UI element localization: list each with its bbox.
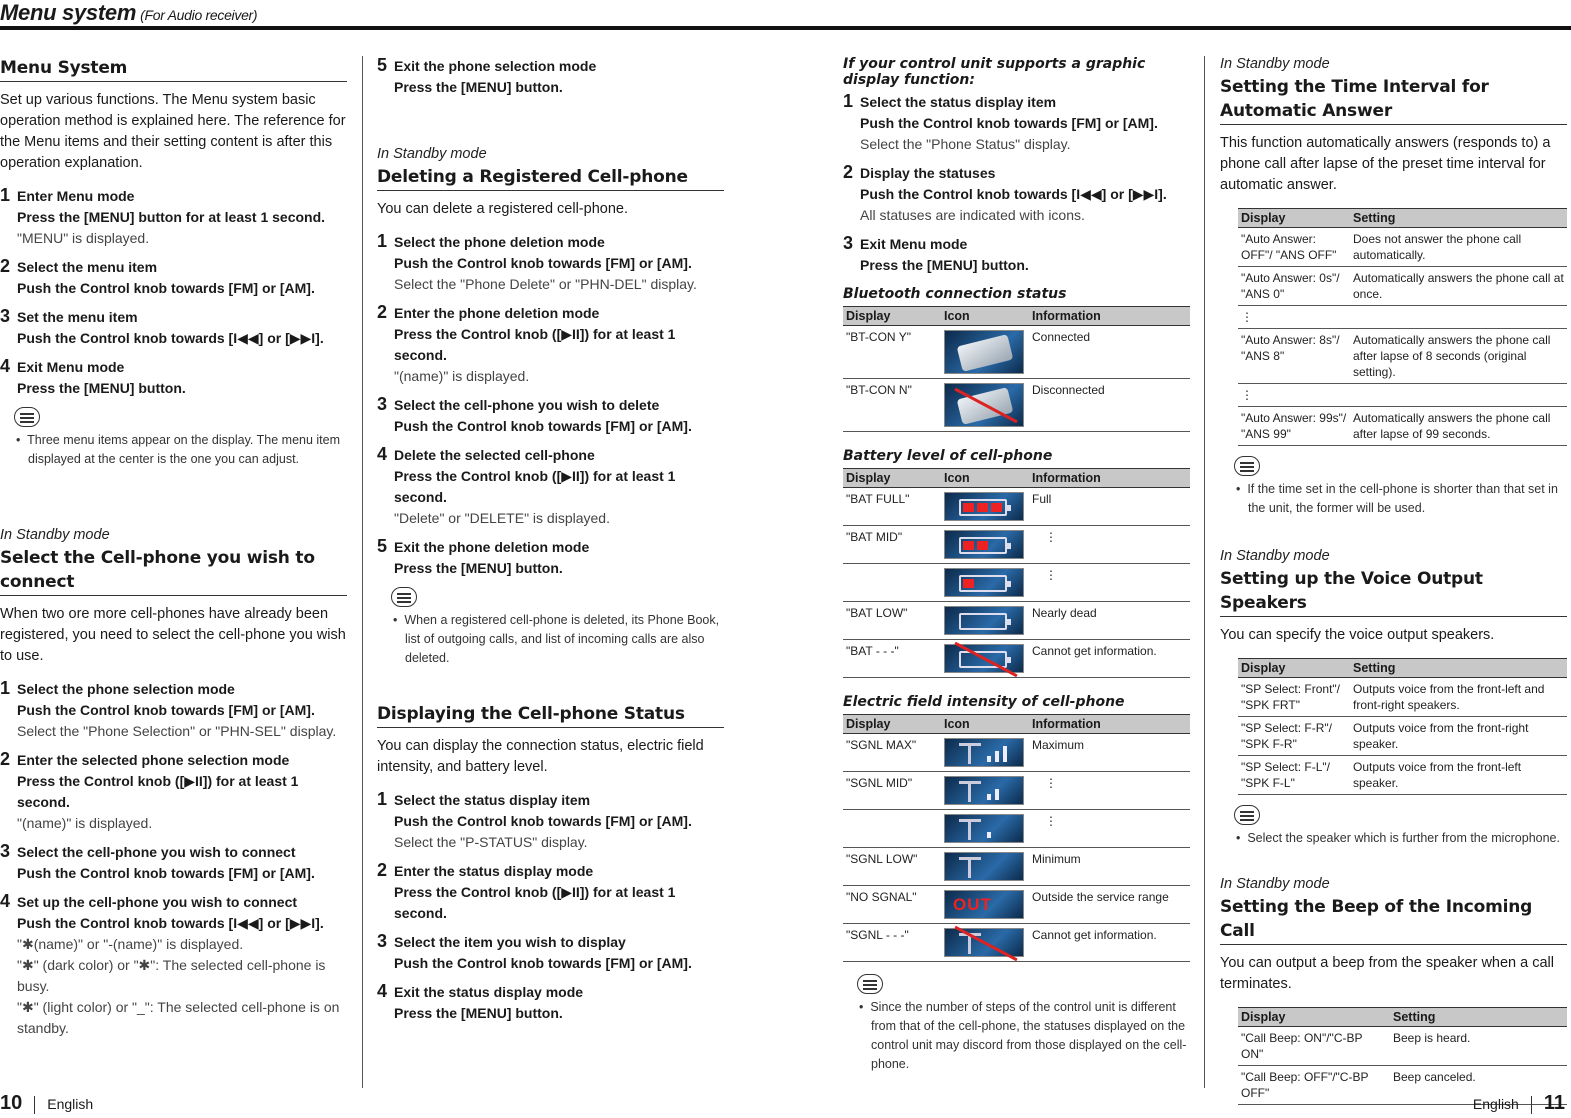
- step-number: 1: [377, 789, 388, 809]
- section-title: Deleting a Registered Cell-phone: [377, 165, 724, 191]
- step-result: Select the "Phone Selection" or "PHN-SEL" display.: [17, 723, 337, 739]
- signal-unknown-icon: [944, 928, 1024, 957]
- step-heading: Delete the selected cell-phone: [394, 447, 595, 463]
- step-number: 5: [377, 55, 388, 75]
- step-number: 1: [843, 91, 854, 111]
- step-action: Push the Control knob towards [FM] or [AM].: [394, 418, 692, 434]
- table-row: [843, 326, 1190, 379]
- cell: [941, 379, 1029, 432]
- column-divider: [362, 56, 363, 1088]
- step: [377, 56, 724, 98]
- step-number: 2: [377, 302, 388, 322]
- step-heading: Select the status display item: [394, 792, 591, 808]
- cell: [941, 848, 1029, 886]
- cell: Outputs voice from the front-left and front-right speakers.: [1350, 678, 1567, 717]
- table-row: [843, 602, 1190, 640]
- section-intro: You can delete a registered cell-phone.: [377, 201, 628, 217]
- note-text: • Three menu items appear on the display. The menu item displayed at the center is the one you can adjust.: [16, 433, 341, 466]
- step-number: 5: [377, 536, 388, 556]
- col-header: Setting: [1350, 659, 1567, 678]
- cell: Cannot get information.: [1029, 924, 1190, 962]
- cell: Disconnected: [1029, 379, 1190, 432]
- step-number: 4: [0, 356, 11, 376]
- cell: Minimum: [1029, 848, 1190, 886]
- cell: [941, 734, 1029, 772]
- step-result: Select the "Phone Delete" or "PHN-DEL" display.: [394, 276, 697, 292]
- cell: ⋮: [1029, 810, 1190, 848]
- note-icon: [857, 974, 883, 994]
- table-row: [843, 772, 1190, 810]
- table-row: [843, 886, 1190, 924]
- col-header: Setting: [1350, 209, 1567, 228]
- cell: Maximum: [1029, 734, 1190, 772]
- note: [1234, 456, 1567, 518]
- note-text: • Since the number of steps of the control unit is different from that of the cell-phone, the statuses displayed on the control unit may discord from those displayed on the cell-phone.: [859, 1000, 1187, 1071]
- table-row: [1238, 228, 1567, 267]
- table-row: [843, 810, 1190, 848]
- note-text: • If the time set in the cell-phone is shorter than that set in the unit, the former will be used.: [1236, 482, 1558, 515]
- section-title: Setting the Beep of the Incoming Call: [1220, 895, 1567, 945]
- table-row: [1238, 407, 1567, 446]
- cell: Automatically answers the phone call at once.: [1350, 267, 1567, 306]
- column-4: [1220, 56, 1567, 1105]
- step: [0, 257, 347, 299]
- voice-speaker-table: [1238, 658, 1567, 795]
- step-result: "Delete" or "DELETE" is displayed.: [394, 510, 610, 526]
- cell: [941, 526, 1029, 564]
- cell: [941, 772, 1029, 810]
- battery-unknown-icon: [944, 644, 1024, 673]
- table-row: [843, 640, 1190, 678]
- table-row: [843, 848, 1190, 886]
- step-number: 4: [377, 444, 388, 464]
- step: [377, 790, 724, 853]
- step-heading: Exit the phone deletion mode: [394, 539, 590, 555]
- cell: [941, 326, 1029, 379]
- step-heading: Exit the phone selection mode: [394, 58, 597, 74]
- step-action: Press the [MENU] button.: [860, 257, 1029, 273]
- cell: Outputs voice from the front-right speaker.: [1350, 717, 1567, 756]
- column-divider: [1204, 56, 1205, 1088]
- col-header: Information: [1029, 715, 1190, 734]
- step-action: Press the [MENU] button for at least 1 second.: [17, 209, 326, 225]
- step-number: 1: [0, 678, 11, 698]
- step: [377, 303, 724, 387]
- footer-left: [0, 1092, 93, 1115]
- step-heading: Enter the phone deletion mode: [394, 305, 600, 321]
- step-heading: Enter Menu mode: [17, 188, 135, 204]
- cell: "Auto Answer: 0s"/ "ANS 0": [1238, 267, 1350, 306]
- section-intro: You can specify the voice output speakers.: [1220, 627, 1495, 643]
- step: [0, 307, 347, 349]
- cell: "Auto Answer: OFF"/ "ANS OFF": [1238, 228, 1350, 267]
- table-row: [843, 564, 1190, 602]
- step-number: 4: [0, 891, 11, 911]
- note-icon: [14, 407, 40, 427]
- section-title: Menu System: [0, 56, 347, 82]
- step-heading: Set the menu item: [17, 309, 138, 325]
- step-number: 2: [0, 256, 11, 276]
- section-intro: When two ore more cell-phones have already been registered, you need to select the cell-phone you wish to use.: [0, 606, 346, 664]
- step: [843, 163, 1190, 226]
- step-number: 3: [0, 841, 11, 861]
- step-heading: Select the cell-phone you wish to delete: [394, 397, 660, 413]
- cell: Connected: [1029, 326, 1190, 379]
- step-heading: Select the menu item: [17, 259, 158, 275]
- cell: "BAT LOW": [843, 602, 941, 640]
- cell: Cannot get information.: [1029, 640, 1190, 678]
- table-row: [843, 526, 1190, 564]
- table-row: [1238, 267, 1567, 306]
- cell: Outputs voice from the front-left speaker.: [1350, 756, 1567, 795]
- cell: "NO SGNAL": [843, 886, 941, 924]
- step: [377, 232, 724, 295]
- step-action: Push the Control knob towards [I◀◀] or [▶▶I].: [860, 186, 1167, 202]
- step-action: Push the Control knob towards [FM] or [AM].: [860, 115, 1158, 131]
- step-result: "(name)" is displayed.: [17, 815, 153, 831]
- cell: ⋮: [1029, 526, 1190, 564]
- step-action: Push the Control knob towards [FM] or [AM].: [17, 865, 315, 881]
- header-title: Menu system (For Audio receiver): [0, 0, 258, 25]
- note-text: • When a registered cell-phone is deleted, its Phone Book, list of outgoing calls, and list of incoming calls are also deleted.: [393, 613, 720, 665]
- step-number: 3: [0, 306, 11, 326]
- step-action: Press the Control knob ([▶II]) for at least 1 second.: [394, 468, 676, 505]
- step: [0, 357, 347, 399]
- col-header: Display: [1238, 659, 1350, 678]
- table-row: [1238, 384, 1567, 407]
- step-number: 1: [0, 185, 11, 205]
- step-result: "✱(name)" or "-(name)" is displayed.: [17, 936, 244, 952]
- step-list: [377, 232, 724, 579]
- cell: [843, 810, 941, 848]
- cell: [941, 640, 1029, 678]
- step-result: "MENU" is displayed.: [17, 230, 150, 246]
- step-action: Push the Control knob towards [FM] or [AM].: [394, 813, 692, 829]
- step-heading: Exit Menu mode: [17, 359, 125, 375]
- mode-label: In Standby mode: [0, 527, 110, 543]
- col-header: Setting: [1390, 1008, 1567, 1027]
- cell: "BAT FULL": [843, 488, 941, 526]
- step-heading: Exit Menu mode: [860, 236, 968, 252]
- step-result: "✱" (light color) or "_": The selected cell-phone is on standby.: [17, 999, 340, 1036]
- step: [377, 861, 724, 924]
- step-result: "(name)" is displayed.: [394, 368, 530, 384]
- footer-language: English: [47, 1096, 94, 1112]
- cell: "BT-CON Y": [843, 326, 941, 379]
- step: [0, 750, 347, 834]
- step-heading: Exit the status display mode: [394, 984, 584, 1000]
- table-row: [843, 734, 1190, 772]
- cell: [1350, 306, 1567, 329]
- battery-mid-icon: [944, 530, 1024, 559]
- column-1: [0, 56, 347, 1047]
- step-heading: Select the status display item: [860, 94, 1057, 110]
- cell: "SP Select: F-R"/ "SPK F-R": [1238, 717, 1350, 756]
- cell: [1350, 384, 1567, 407]
- cell: [941, 810, 1029, 848]
- note: [1234, 805, 1567, 848]
- col-header: Icon: [941, 469, 1029, 488]
- step: [843, 92, 1190, 155]
- step-action: Press the [MENU] button.: [394, 1005, 563, 1021]
- step-list: [843, 92, 1190, 276]
- cell: ⋮: [1029, 564, 1190, 602]
- table-row: [1238, 678, 1567, 717]
- signal-table: [843, 714, 1190, 962]
- table-row: [1238, 756, 1567, 795]
- cell: "SGNL MID": [843, 772, 941, 810]
- cell: "Auto Answer: 8s"/ "ANS 8": [1238, 329, 1350, 384]
- step-action: Push the Control knob towards [FM] or [AM].: [17, 702, 315, 718]
- step-action: Push the Control knob towards [I◀◀] or [▶▶I].: [17, 330, 324, 346]
- bluetooth-table: [843, 306, 1190, 432]
- section-title: Setting the Time Interval for Automatic Answer: [1220, 75, 1567, 125]
- step-heading: Select the phone deletion mode: [394, 234, 605, 250]
- col-header: Display: [1238, 209, 1350, 228]
- step-action: Push the Control knob towards [FM] or [AM].: [17, 280, 315, 296]
- step-list: [0, 186, 347, 399]
- signal-caption: Electric field intensity of cell-phone: [843, 694, 1125, 710]
- step-result: All statuses are indicated with icons.: [860, 207, 1085, 223]
- step: [0, 679, 347, 742]
- table-row: [1238, 1027, 1567, 1066]
- battery-low-icon: [944, 606, 1024, 635]
- col-header: Icon: [941, 715, 1029, 734]
- auto-answer-table: [1238, 208, 1567, 446]
- col-header: Display: [843, 307, 941, 326]
- cell: "BT-CON N": [843, 379, 941, 432]
- table-row: [1238, 306, 1567, 329]
- step: [0, 842, 347, 884]
- step-heading: Select the cell-phone you wish to connect: [17, 844, 296, 860]
- step-heading: Display the statuses: [860, 165, 996, 181]
- note-text: • Select the speaker which is further from the microphone.: [1236, 831, 1560, 845]
- step-action: Push the Control knob towards [FM] or [AM].: [394, 255, 692, 271]
- step-result: Select the "P-STATUS" display.: [394, 834, 588, 850]
- cell: [941, 886, 1029, 924]
- battery-table: [843, 468, 1190, 678]
- battery-mid-icon: [944, 568, 1024, 597]
- column-2: [377, 56, 724, 1032]
- step: [377, 982, 724, 1024]
- table-row: [1238, 717, 1567, 756]
- step-list: [377, 790, 724, 1024]
- page-number: 10: [0, 1092, 23, 1114]
- cell: ⋮: [1029, 772, 1190, 810]
- step-number: 3: [843, 233, 854, 253]
- col-header: Icon: [941, 307, 1029, 326]
- cell: "BAT - - -": [843, 640, 941, 678]
- table-row: [843, 924, 1190, 962]
- mode-label: In Standby mode: [1220, 548, 1330, 564]
- footer-right: [1473, 1092, 1565, 1115]
- note-icon: [391, 587, 417, 607]
- section-intro: Set up various functions. The Menu system basic operation method is explained here. The reference for the Menu items and their setting content is after this operation explanation.: [0, 92, 346, 171]
- cell: "Auto Answer: 99s"/ "ANS 99": [1238, 407, 1350, 446]
- cell: Beep canceled.: [1390, 1066, 1567, 1105]
- cell: "SP Select: F-L"/ "SPK F-L": [1238, 756, 1350, 795]
- table-row: [843, 379, 1190, 432]
- section-title: Select the Cell-phone you wish to connect: [0, 546, 347, 596]
- cell: [941, 564, 1029, 602]
- cell: "BAT MID": [843, 526, 941, 564]
- cell: Nearly dead: [1029, 602, 1190, 640]
- cell: Beep is heard.: [1390, 1027, 1567, 1066]
- column-3: [843, 56, 1190, 1082]
- step: [0, 186, 347, 249]
- no-signal-icon: [944, 890, 1024, 919]
- cell: [843, 564, 941, 602]
- battery-full-icon: [944, 492, 1024, 521]
- cell: "SP Select: Front"/ "SPK FRT": [1238, 678, 1350, 717]
- footer-language: English: [1472, 1096, 1519, 1112]
- cell: Automatically answers the phone call after lapse of 99 seconds.: [1350, 407, 1567, 446]
- section-title: Displaying the Cell-phone Status: [377, 702, 724, 728]
- section-title: Setting up the Voice Output Speakers: [1220, 567, 1567, 617]
- mode-label: In Standby mode: [377, 146, 487, 162]
- step-heading: Select the phone selection mode: [17, 681, 235, 697]
- col-header: Information: [1029, 469, 1190, 488]
- signal-mid-icon: [944, 814, 1024, 843]
- col-header: Display: [1238, 1008, 1390, 1027]
- note: [14, 407, 347, 469]
- battery-caption: Battery level of cell-phone: [843, 448, 1053, 464]
- step-result: Select the "Phone Status" display.: [860, 136, 1071, 152]
- out-label: OUT: [953, 895, 992, 914]
- step-number: 1: [377, 231, 388, 251]
- step: [0, 892, 347, 1039]
- step-number: 2: [377, 860, 388, 880]
- cell: Full: [1029, 488, 1190, 526]
- note-icon: [1234, 456, 1260, 476]
- step-heading: Enter the selected phone selection mode: [17, 752, 290, 768]
- step-result: "✱" (dark color) or "✱": The selected cell-phone is busy.: [17, 957, 326, 994]
- step: [377, 537, 724, 579]
- cell: Automatically answers the phone call after lapse of 8 seconds (original setting).: [1350, 329, 1567, 384]
- cell: [941, 488, 1029, 526]
- graphic-caption: If your control unit supports a graphic display function:: [843, 56, 1146, 88]
- mode-label: In Standby mode: [1220, 876, 1330, 892]
- table-row: [1238, 329, 1567, 384]
- col-header: Information: [1029, 307, 1190, 326]
- step: [843, 234, 1190, 276]
- step-number: 2: [0, 749, 11, 769]
- phone-disconnected-icon: [944, 383, 1024, 427]
- note-icon: [1234, 805, 1260, 825]
- table-row: [843, 488, 1190, 526]
- mode-label: In Standby mode: [1220, 56, 1330, 72]
- cell: ⋮: [1238, 384, 1350, 407]
- page-number: 11: [1543, 1092, 1565, 1114]
- cell: Outside the service range: [1029, 886, 1190, 924]
- call-beep-table: [1238, 1007, 1567, 1105]
- col-header: Display: [843, 715, 941, 734]
- signal-max-icon: [944, 738, 1024, 767]
- step-list: [0, 679, 347, 1039]
- note: [857, 974, 1190, 1074]
- cell: [941, 924, 1029, 962]
- step-heading: Select the item you wish to display: [394, 934, 626, 950]
- header-subtitle: (For Audio receiver): [140, 7, 258, 23]
- step-number: 2: [843, 162, 854, 182]
- bluetooth-caption: Bluetooth connection status: [843, 286, 1067, 302]
- step-action: Press the Control knob ([▶II]) for at least 1 second.: [17, 773, 299, 810]
- cell: [941, 602, 1029, 640]
- section-intro: You can display the connection status, electric field intensity, and battery level.: [377, 738, 704, 775]
- step-heading: Set up the cell-phone you wish to connect: [17, 894, 298, 910]
- page-header: [0, 0, 1571, 30]
- cell: Does not answer the phone call automatically.: [1350, 228, 1567, 267]
- step-action: Press the Control knob ([▶II]) for at least 1 second.: [394, 326, 676, 363]
- note: [391, 587, 724, 668]
- step-action: Push the Control knob towards [I◀◀] or [▶▶I].: [17, 915, 324, 931]
- step-number: 4: [377, 981, 388, 1001]
- cell: "Call Beep: OFF"/"C-BP OFF": [1238, 1066, 1390, 1105]
- step-action: Press the [MENU] button.: [394, 560, 563, 576]
- signal-min-icon: [944, 852, 1024, 881]
- step-heading: Enter the status display mode: [394, 863, 594, 879]
- cell: "SGNL LOW": [843, 848, 941, 886]
- cell: "Call Beep: ON"/"C-BP ON": [1238, 1027, 1390, 1066]
- cell: ⋮: [1238, 306, 1350, 329]
- step-number: 3: [377, 394, 388, 414]
- step: [377, 395, 724, 437]
- step-action: Press the Control knob ([▶II]) for at least 1 second.: [394, 884, 676, 921]
- section-intro: You can output a beep from the speaker when a call terminates.: [1220, 955, 1554, 992]
- cell: "SGNL - - -": [843, 924, 941, 962]
- step-action: Press the [MENU] button.: [394, 79, 563, 95]
- step-number: 3: [377, 931, 388, 951]
- cell: "SGNL MAX": [843, 734, 941, 772]
- step: [377, 932, 724, 974]
- step-action: Push the Control knob towards [FM] or [AM].: [394, 955, 692, 971]
- col-header: Display: [843, 469, 941, 488]
- phone-connected-icon: [944, 330, 1024, 374]
- step: [377, 445, 724, 529]
- signal-mid-icon: [944, 776, 1024, 805]
- section-intro: This function automatically answers (responds to) a phone call after lapse of the preset time interval for automatic answer.: [1220, 135, 1551, 193]
- step-action: Press the [MENU] button.: [17, 380, 186, 396]
